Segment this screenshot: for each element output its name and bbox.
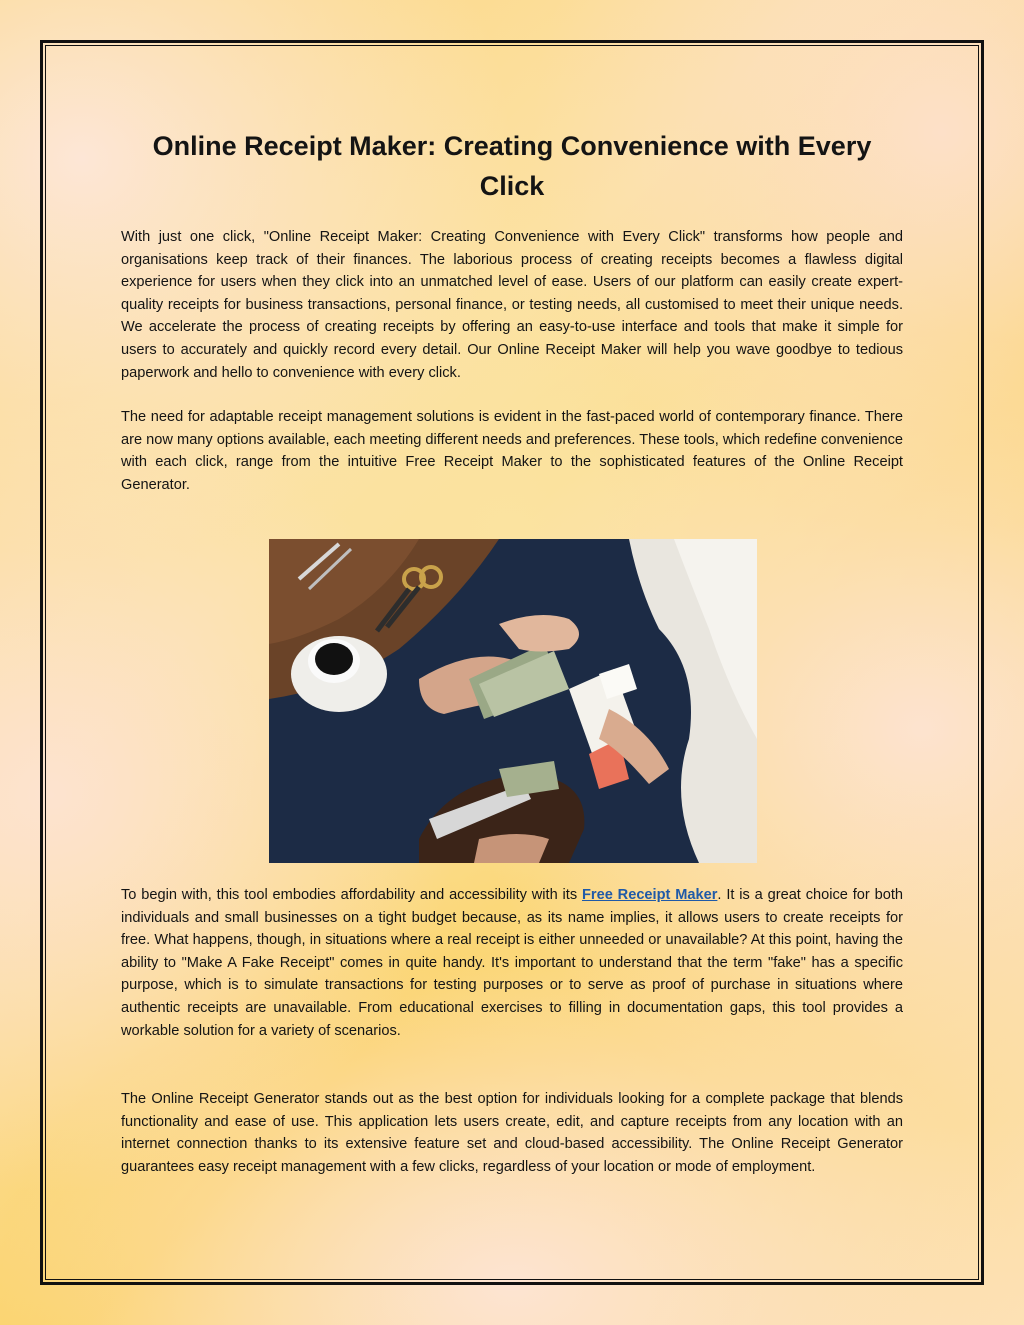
photo-illustration — [269, 539, 757, 863]
third-paragraph — [121, 884, 903, 1042]
fourth-paragraph: The Online Receipt Generator stands out as the best option for individuals looking for a complete package that blends functionality and ease of use. This application lets users create, edit, and capture receipts from any location with an internet connection thanks to its extensive feature set and cloud-based accessibility. The Online Receipt Generator guarantees easy receipt management with a few clicks, regardless of your location or mode of employment. — [121, 1091, 903, 1175]
article-top — [121, 126, 903, 497]
third-paragraph-after: . It is a great choice for both individuals and small businesses on a tight budget because, as its name implies, it allows users to create receipts for free. What happens, though, in situations where a real receipt is either unneeded or unavailable? At this point, having the ability to "Make A Fake Receipt" comes in quite handy. It's important to understand that the term "fake" has a specific purpose, which is to simulate transactions for testing purposes or to serve as proof of purchase in situations where authentic receipts are unavailable. From educational exercises to filling in documentation gaps, this tool provides a workable solution for a variety of scenarios. — [121, 887, 903, 1039]
intro-paragraph: With just one click, "Online Receipt Maker: Creating Convenience with Every Click" transforms how people and organisations keep track of their finances. The laborious process of creating receipts becomes a flawless digital experience for users when they click into an unmatched level of ease. Users of our platform can easily create expert-quality receipts for business transactions, personal finance, or testing needs, all customised to meet their unique needs. We accelerate the process of creating receipts by offering an easy-to-use interface and tools that make it simple for users to accurately and quickly record every detail. Our Online Receipt Maker will help you wave goodbye to tedious paperwork and hello to convenience with every click. — [121, 229, 903, 381]
second-paragraph: The need for adaptable receipt management solutions is evident in the fast-paced world of contemporary finance. There are now many options available, each meeting different needs and preferences. These tools, which redefine convenience with each click, range from the intuitive Free Receipt Maker to the sophisticated features of the Online Receipt Generator. — [121, 409, 903, 493]
third-paragraph-before: To begin with, this tool embodies affordability and accessibility with its — [121, 887, 582, 903]
page-title: Online Receipt Maker: Creating Convenience with Every Click — [152, 131, 872, 201]
money-exchange-photo — [269, 539, 757, 863]
free-receipt-maker-link[interactable]: Free Receipt Maker — [582, 887, 718, 903]
